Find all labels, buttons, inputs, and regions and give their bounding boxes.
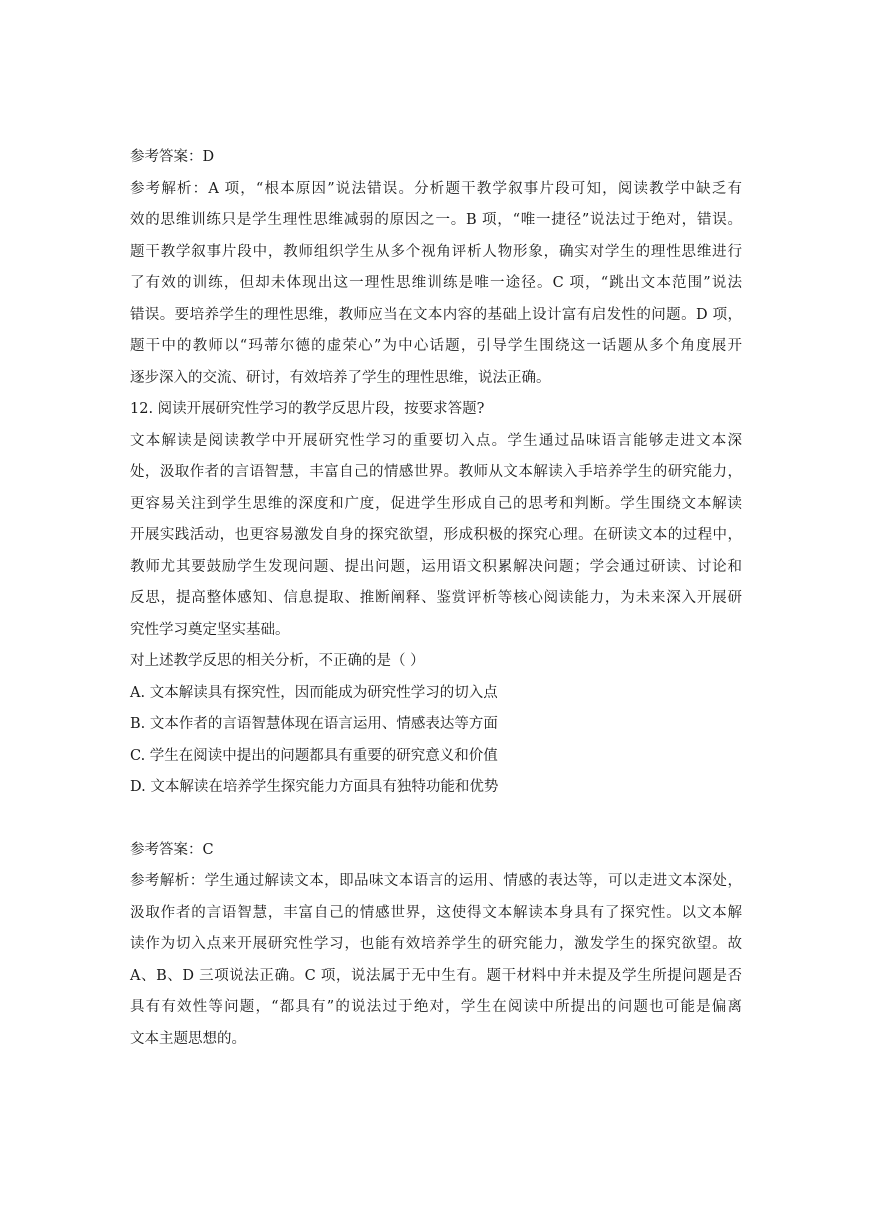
answer-label: 参考答案：D bbox=[130, 149, 215, 165]
analysis-line: A、B、D 三项说法正确。C 项，说法属于无中生有。题干材料中并未提及学生所提问题是否 bbox=[130, 967, 742, 984]
question-passage bbox=[130, 429, 742, 642]
passage-line: 究性学习奠定坚实基础。 bbox=[130, 621, 290, 638]
analysis-line: 读作为切入点来开展研究性学习，也能有效培养学生的研究能力，激发学生的探究欲望。故 bbox=[130, 936, 742, 952]
passage-line: 更容易关注到学生思维的深度和广度，促进学生形成自己的思考和判断。学生围绕文本解读 bbox=[130, 495, 742, 512]
document-page bbox=[130, 145, 742, 1058]
analysis-line: 错误。要培养学生的理性思维，教师应当在文本内容的基础上设计富有启发性的问题。D 项， bbox=[130, 306, 742, 323]
option-a: A. 文本解读具有探究性，因而能成为研究性学习的切入点 bbox=[130, 684, 498, 701]
answer-label: 参考答案：C bbox=[130, 841, 214, 858]
section-spacer bbox=[130, 807, 742, 838]
analysis-line: 参考解析：学生通过解读文本，即品味文本语言的运用、情感的表达等，可以走进文本深处， bbox=[130, 873, 742, 889]
passage-line: 开展实践活动，也更容易激发自身的探究欲望，形成积极的探究心理。在研读文本的过程中， bbox=[130, 527, 742, 543]
option-c: C. 学生在阅读中提出的问题都具有重要的研究意义和价值 bbox=[130, 747, 498, 764]
question-prompt: 对上述教学反思的相关分析，不正确的是（ ） bbox=[130, 653, 425, 669]
question-stem: 12. 阅读开展研究性学习的教学反思片段，按要求答题? bbox=[130, 401, 485, 417]
passage-line: 文本解读是阅读教学中开展研究性学习的重要切入点。学生通过品味语言能够走进文本深 bbox=[130, 432, 742, 449]
answer-analysis bbox=[130, 869, 742, 1051]
answer-options bbox=[130, 681, 742, 800]
passage-line: 教师尤其要鼓励学生发现问题、提出问题，运用语文积累解决问题；学会通过研读、讨论和 bbox=[130, 558, 742, 575]
analysis-line: 具有有效性等问题，“都具有”的说法过于绝对，学生在阅读中所提出的问题也可能是偏离 bbox=[130, 999, 742, 1015]
passage-line: 处，汲取作者的言语智慧，丰富自己的情感世界。教师从文本解读入手培养学生的研究能力， bbox=[130, 464, 742, 480]
analysis-line: 文本主题思想的。 bbox=[130, 1030, 246, 1047]
analysis-line: 题干教学叙事片段中，教师组织学生从多个视角评析人物形象，确实对学生的理性思维进行 bbox=[130, 243, 742, 260]
answer-analysis bbox=[130, 177, 742, 390]
analysis-line: 参考解析：A 项，“根本原因”说法错误。分析题干教学叙事片段可知，阅读教学中缺乏有 bbox=[130, 180, 742, 197]
analysis-line: 题干中的教师以“玛蒂尔德的虚荣心”为中心话题，引导学生围绕这一话题从多个角度展开 bbox=[130, 338, 742, 354]
option-d: D. 文本解读在培养学生探究能力方面具有独特功能和优势 bbox=[130, 779, 499, 795]
analysis-line: 逐步深入的交流、研讨，有效培养了学生的理性思维，说法正确。 bbox=[130, 369, 551, 386]
passage-line: 反思，提高整体感知、信息提取、推断阐释、鉴赏评析等核心阅读能力，为未来深入开展研 bbox=[130, 590, 742, 606]
analysis-line: 了有效的训练，但却未体现出这一理性思维训练是唯一途径。C 项，“跳出文本范围”说法 bbox=[130, 275, 742, 291]
analysis-line: 汲取作者的言语智慧，丰富自己的情感世界，这使得文本解读本身具有了探究性。以文本解 bbox=[130, 904, 742, 921]
analysis-line: 效的思维训练只是学生理性思维减弱的原因之一。B 项，“唯一捷径”说法过于绝对，错误。 bbox=[130, 212, 742, 228]
option-b: B. 文本作者的言语智慧体现在语言运用、情感表达等方面 bbox=[130, 716, 498, 732]
